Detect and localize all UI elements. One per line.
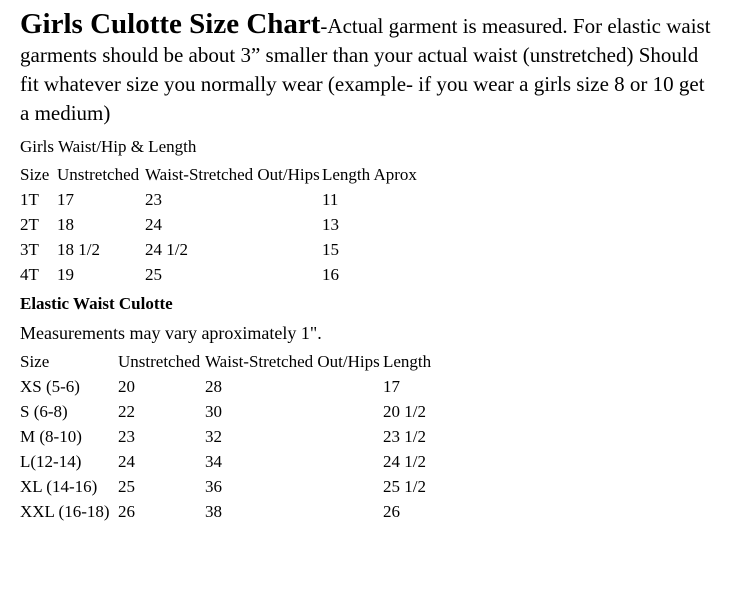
column-header: Unstretched: [57, 165, 140, 184]
measurement-note: Measurements may vary aproximately 1".: [20, 323, 322, 343]
table-cell: 19: [57, 265, 74, 284]
table-row: [20, 240, 422, 265]
column-header: Waist-Stretched Out/Hips: [205, 352, 380, 371]
table-cell: S (6-8): [20, 402, 68, 421]
table-cell: 22: [118, 402, 135, 421]
table-row: [20, 502, 463, 527]
table-cell: XL (14-16): [20, 477, 98, 496]
table-cell: 30: [205, 402, 222, 421]
table-cell: 26: [383, 502, 400, 521]
table-row: [20, 265, 422, 290]
toddler-section-subtitle: Girls Waist/Hip & Length: [20, 137, 197, 156]
table-cell: 1T: [20, 190, 39, 209]
table-row: [20, 477, 463, 502]
table-cell: 25 1/2: [383, 477, 426, 496]
table-cell: 4T: [20, 265, 39, 284]
table-cell: 24 1/2: [145, 240, 188, 259]
table-cell: 25: [118, 477, 135, 496]
table-row: [20, 377, 463, 402]
table-row: [20, 427, 463, 452]
column-header: Length: [383, 352, 432, 371]
column-header: Waist-Stretched Out/Hips: [145, 165, 320, 184]
table-cell: 24 1/2: [383, 452, 426, 471]
table-header-row: [20, 165, 422, 190]
intro-description: -Actual garment is measured. For elastic waist garments should be about 3” smaller than your actual waist (unstretched) Should fit whatever size you normally wear (example- if you wear a girls size 8 or 10 get a medium): [20, 14, 711, 125]
table-cell: 23: [145, 190, 162, 209]
intro-paragraph: [20, 10, 716, 128]
table-cell: 11: [322, 190, 339, 209]
column-header: Length Aprox: [322, 165, 417, 184]
table-cell: 17: [57, 190, 74, 209]
elastic-size-table: [20, 352, 463, 527]
toddler-size-table: [20, 165, 422, 290]
table-cell: 38: [205, 502, 222, 521]
table-header-row: [20, 352, 463, 377]
table-cell: 24: [118, 452, 135, 471]
table-cell: 32: [205, 427, 222, 446]
table-cell: L(12-14): [20, 452, 82, 471]
column-header: Size: [20, 165, 50, 184]
table-cell: 26: [118, 502, 135, 521]
table-cell: 20: [118, 377, 135, 396]
table-cell: XXL (16-18): [20, 502, 110, 521]
table-cell: 15: [322, 240, 339, 259]
table-cell: 18 1/2: [57, 240, 100, 259]
table-cell: 24: [145, 215, 162, 234]
table-cell: 3T: [20, 240, 39, 259]
table-cell: 20 1/2: [383, 402, 426, 421]
column-header: Size: [20, 352, 50, 371]
table-row: [20, 215, 422, 240]
table-cell: 18: [57, 215, 74, 234]
table-cell: 28: [205, 377, 222, 396]
page-title: Girls Culotte Size Chart: [20, 8, 321, 40]
table-row: [20, 452, 463, 477]
table-cell: 2T: [20, 215, 39, 234]
table-row: [20, 190, 422, 215]
table-cell: XS (5-6): [20, 377, 80, 396]
table-cell: 36: [205, 477, 222, 496]
table-cell: 34: [205, 452, 222, 471]
elastic-section-heading: Elastic Waist Culotte: [20, 294, 173, 313]
table-cell: 25: [145, 265, 162, 284]
table-cell: M (8-10): [20, 427, 82, 446]
column-header: Unstretched: [118, 352, 201, 371]
table-cell: 23: [118, 427, 135, 446]
table-cell: 13: [322, 215, 339, 234]
table-cell: 23 1/2: [383, 427, 426, 446]
table-cell: 17: [383, 377, 400, 396]
table-cell: 16: [322, 265, 339, 284]
table-row: [20, 402, 463, 427]
